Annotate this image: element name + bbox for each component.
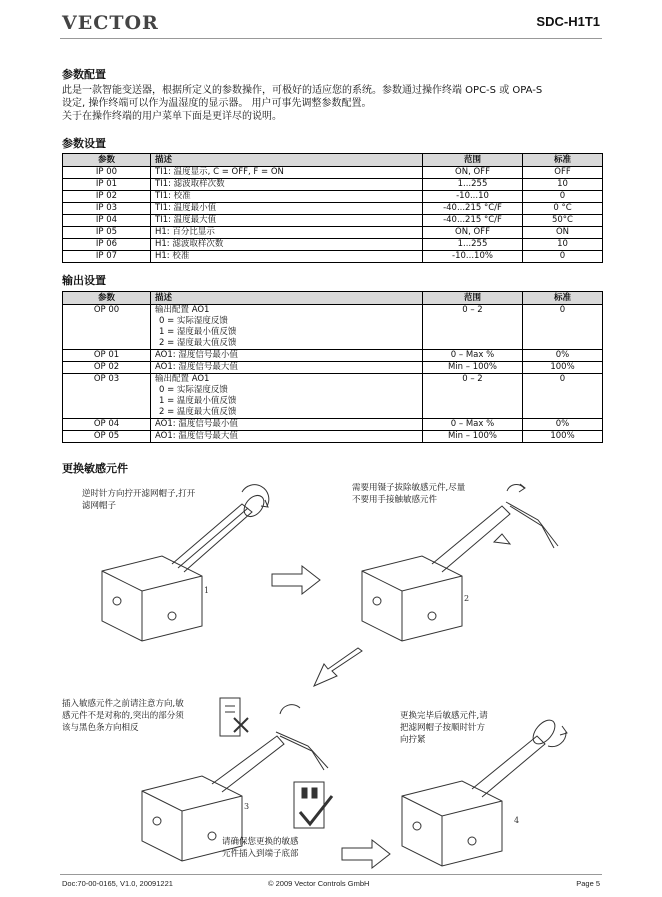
footer-copyright: © 2009 Vector Controls GmbH bbox=[268, 879, 370, 888]
config-line-3: 关于在操作终端的用户菜单下面是更详尽的说明。 bbox=[62, 111, 282, 122]
step2-housing bbox=[362, 484, 558, 641]
params-table bbox=[62, 153, 603, 263]
col-range: 范围 bbox=[423, 292, 523, 305]
vector-logo: VECTOR bbox=[62, 12, 159, 34]
step-number-3: 3 bbox=[244, 802, 250, 811]
col-std: 标准 bbox=[523, 154, 603, 167]
table-row: OP 04 AO1: 温度信号最小值 0 – Max % 0% bbox=[63, 419, 603, 431]
col-desc: 描述 bbox=[151, 292, 423, 305]
table-row: OP 00 输出配置 AO1 0 = 实际湿度反馈 1 = 湿度最小值反馈 2 = 湿度最大值反馈 0 – 2 0 bbox=[63, 305, 603, 350]
footer-doc: Doc:70-00-0165, V1.0, 20091221 bbox=[62, 879, 173, 888]
col-desc: 描述 bbox=[151, 154, 423, 167]
section-config-text bbox=[62, 84, 607, 123]
table-row: IP 02 TI1: 校准 -10...10 0 bbox=[63, 191, 603, 203]
table-row: OP 01 AO1: 湿度信号最小值 0 – Max % 0% bbox=[63, 350, 603, 362]
section-output-title: 输出设置 bbox=[62, 274, 106, 287]
config-line-1: 此是一款智能变送器，根据所定义的参数操作，可极好的适应您的系统。参数通过操作终端 OPC-S 或 OPA-S bbox=[62, 85, 543, 96]
step3-note: 插入敏感元件之前请注意方向,敏 感元件不是对称的,突出的部分须 该与黑色条方向相反 bbox=[62, 699, 184, 733]
section-params-title: 参数设置 bbox=[62, 137, 106, 150]
step-number-2: 2 bbox=[464, 594, 470, 603]
table-row: OP 02 AO1: 湿度信号最大值 Min – 100% 100% bbox=[63, 362, 603, 374]
step4-note: 更换完毕后敏感元件,请 把滤网帽子按顺时针方 向拧紧 bbox=[400, 711, 488, 745]
table-row: IP 03 TI1: 温度最小值 -40...215 °C/F 0 °C bbox=[63, 203, 603, 215]
footer-divider bbox=[60, 874, 602, 875]
doc-code: SDC-H1T1 bbox=[536, 14, 600, 29]
section-config-title: 参数配置 bbox=[62, 68, 106, 81]
table-row: OP 03 输出配置 AO1 0 = 实际湿度反馈 1 = 温度最小值反馈 2 = 温度最大值反馈 0 – 2 0 bbox=[63, 374, 603, 419]
footer-page: Page 5 bbox=[576, 879, 600, 888]
step3b-note: 请确保您更换的敏感 元件插入到端子底部 bbox=[222, 837, 299, 859]
table-row: IP 07 H1: 校准 -10...10% 0 bbox=[63, 251, 603, 263]
header-divider bbox=[60, 38, 602, 39]
sensor-illustration bbox=[62, 476, 607, 871]
table-row: IP 01 TI1: 滤波取样次数 1...255 10 bbox=[63, 179, 603, 191]
table-row: IP 00 TI1: 温度显示, C = OFF, F = ON ON, OFF OFF bbox=[63, 167, 603, 179]
col-range: 范围 bbox=[423, 154, 523, 167]
table-row: IP 04 TI1: 温度最大值 -40...215 °C/F 50°C bbox=[63, 215, 603, 227]
step-number-4: 4 bbox=[514, 816, 520, 825]
table-row: OP 05 AO1: 温度信号最大值 Min – 100% 100% bbox=[63, 431, 603, 443]
table-row: IP 05 H1: 百分比显示 ON, OFF ON bbox=[63, 227, 603, 239]
col-std: 标准 bbox=[523, 292, 603, 305]
replace-diagram bbox=[62, 476, 607, 871]
section-replace-title: 更换敏感元件 bbox=[62, 462, 128, 475]
config-line-2: 设定, 操作终端可以作为温湿度的显示器。 用户可事先调整参数配置。 bbox=[62, 98, 372, 109]
output-table bbox=[62, 291, 603, 443]
table-row: IP 06 H1: 滤波取样次数 1...255 10 bbox=[63, 239, 603, 251]
step2-note: 需要用镊子拔除敏感元件,尽量 不要用手接触敏感元件 bbox=[352, 483, 466, 505]
step-number-1: 1 bbox=[204, 586, 210, 595]
col-param: 参数 bbox=[63, 154, 151, 167]
step1-note: 逆时针方向拧开滤网帽子,打开 滤网帽子 bbox=[82, 489, 196, 511]
col-param: 参数 bbox=[63, 292, 151, 305]
